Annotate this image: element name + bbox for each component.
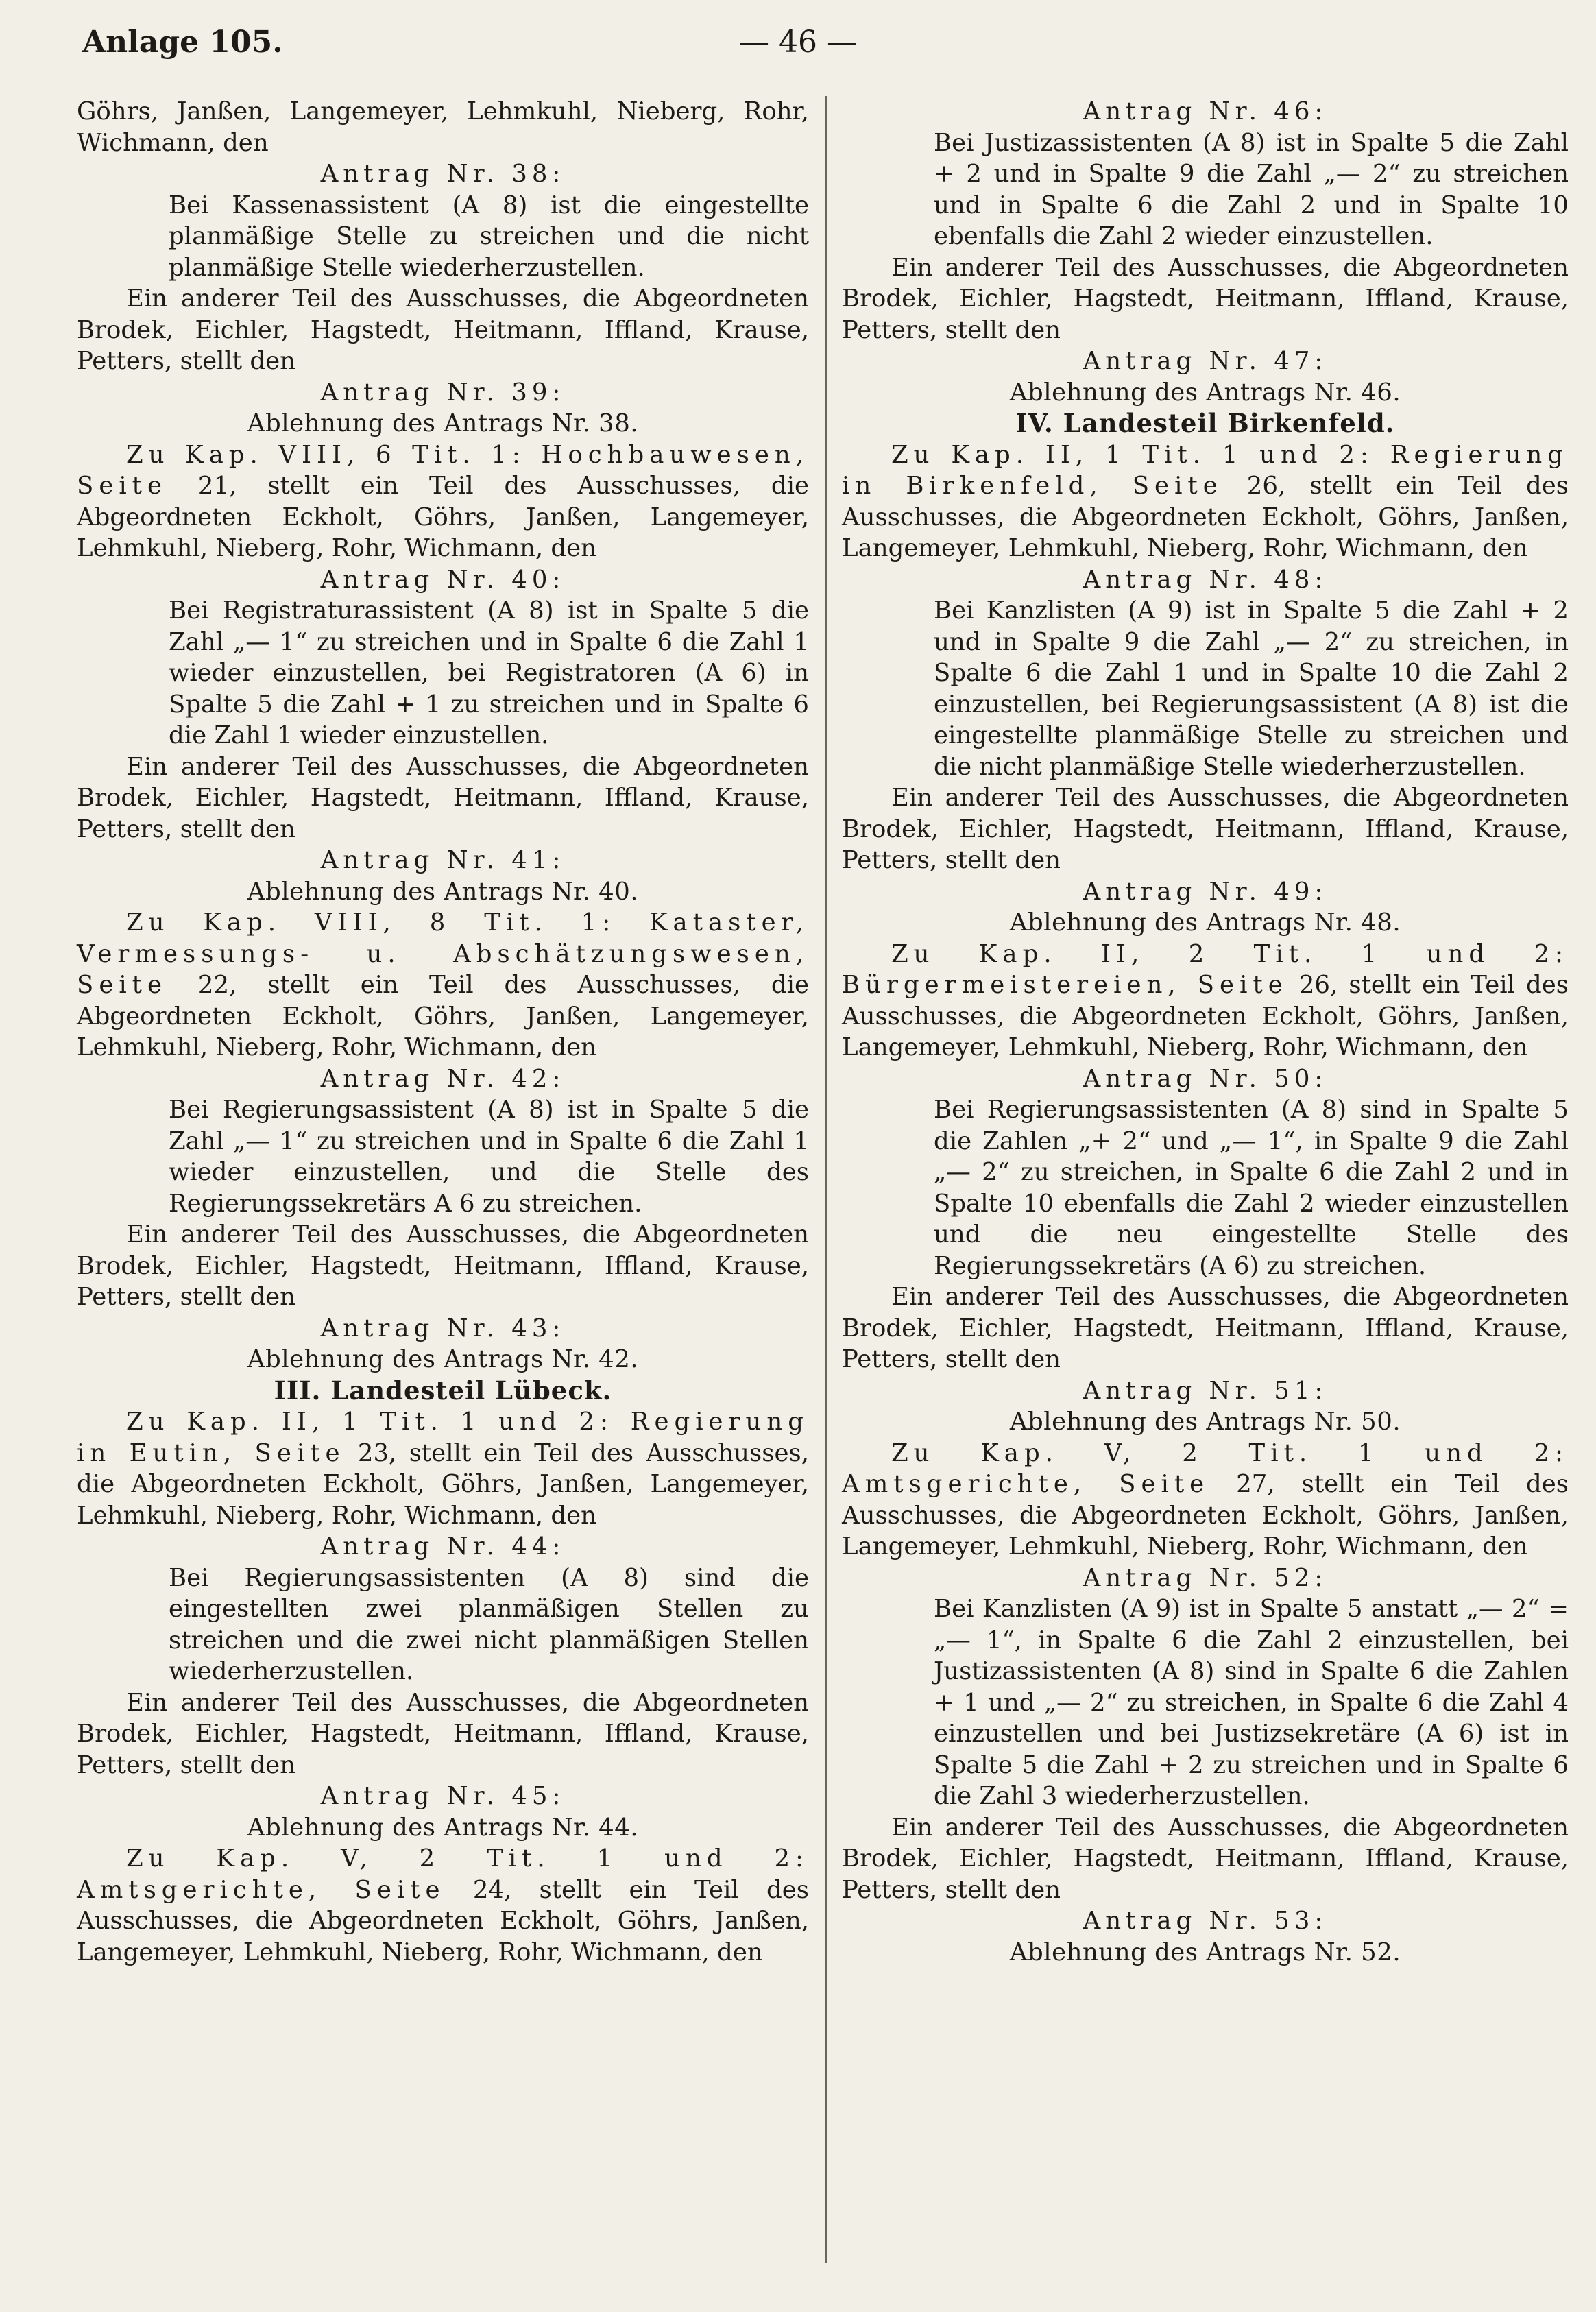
rejection-line: Ablehnung des Antrags Nr. 48. — [1009, 908, 1401, 937]
paragraph-text: 24, stellt ein Teil des Ausschusses, die Abgeordneten Eckholt, Göhrs, Janßen, Langemeyer, Lehmkuhl, Nieberg, Rohr, Wichmann, den — [77, 1875, 809, 1966]
rejection-line: Ablehnung des Antrags Nr. 38. — [247, 409, 639, 437]
continuation-text: Göhrs, Janßen, Langemeyer, Lehmkuhl, Nieberg, Rohr, Wichmann, den — [77, 97, 809, 157]
motion-heading: Antrag Nr. 46: — [1083, 97, 1328, 125]
page-number: — 46 — — [739, 25, 857, 60]
paragraph — [842, 1438, 1569, 1563]
motion-heading: Antrag Nr. 50: — [1083, 1064, 1328, 1093]
paragraph — [842, 939, 1569, 1063]
rejection-line: Ablehnung des Antrags Nr. 46. — [1009, 378, 1401, 407]
paragraph: Ein anderer Teil des Ausschusses, die Abgeordneten Brodek, Eichler, Hagstedt, Heitmann, Iffland, Krause, Petters, stellt den — [842, 1813, 1569, 1904]
motion-text: Bei Kanzlisten (A 9) ist in Spalte 5 anstatt „— 2“ = „— 1“, in Spalte 6 die Zahl 2 einzustellen, bei Justizassistenten (A 8) sind in Spalte 6 die Zahlen + 1 und „— 2“ zu streichen, in Spalte 6 die Zahl 4 einzustellen und bei Justizsekretäre (A 6) ist in Spalte 5 die Zahl + 2 zu streichen und in Spalte 6 die Zahl 3 wiederherzustellen. — [934, 1595, 1569, 1810]
paragraph — [842, 439, 1569, 564]
paragraph: Ein anderer Teil des Ausschusses, die Abgeordneten Brodek, Eichler, Hagstedt, Heitmann, Iffland, Krause, Petters, stellt den — [842, 1283, 1569, 1373]
motion-heading: Antrag Nr. 38: — [320, 160, 566, 188]
spaced-reference: Zu Kap. II, 1 Tit. 1 und 2: Regierung in Eutin, Seite — [77, 1408, 809, 1467]
motion-heading: Antrag Nr. 40: — [320, 565, 566, 594]
motion-heading: Antrag Nr. 52: — [1083, 1563, 1328, 1592]
motion-heading: Antrag Nr. 43: — [320, 1314, 566, 1342]
motion-heading: Antrag Nr. 53: — [1083, 1907, 1328, 1935]
rejection-line: Ablehnung des Antrags Nr. 42. — [247, 1345, 639, 1373]
motion-text: Bei Justizassistenten (A 8) ist in Spalte 5 die Zahl + 2 und in Spalte 9 die Zahl „— 2“ zu streichen und in Spalte 6 die Zahl 2 und in Spalte 10 ebenfalls die Zahl 2 wieder einzustellen. — [934, 128, 1569, 250]
section-heading: IV. Landesteil Birkenfeld. — [1015, 408, 1395, 438]
paragraph — [77, 907, 809, 1063]
motion-heading: Antrag Nr. 39: — [320, 378, 566, 407]
section-heading: III. Landesteil Lübeck. — [274, 1375, 612, 1406]
spaced-reference: Zu Kap. II, 1 Tit. 1 und 2: Regierung in Birkenfeld, Seite — [842, 440, 1569, 500]
paragraph-text: 21, stellt ein Teil des Ausschusses, die Abgeordneten Eckholt, Göhrs, Janßen, Langemeyer, Lehmkuhl, Nieberg, Rohr, Wichmann, den — [77, 472, 809, 562]
motion-heading: Antrag Nr. 42: — [320, 1064, 566, 1093]
rejection-line: Ablehnung des Antrags Nr. 52. — [1009, 1938, 1401, 1966]
motion-text: Bei Kanzlisten (A 9) ist in Spalte 5 die Zahl + 2 und in Spalte 9 die Zahl „— 2“ zu streichen, in Spalte 6 die Zahl 1 und in Spalte 10 die Zahl 2 einzustellen, bei Regierungsassistent (A 8) ist die eingestellte planmäßige Stelle zu streichen und die nicht planmäßige Stelle wiederherzustellen. — [934, 597, 1569, 781]
motion-text: Bei Kassenassistent (A 8) ist die eingestellte planmäßige Stelle zu streichen und die nicht planmäßige Stelle wiederherzustellen. — [169, 191, 809, 282]
annex-label: Anlage 105. — [82, 25, 283, 60]
motion-text: Bei Registraturassistent (A 8) ist in Spalte 5 die Zahl „— 1“ zu streichen und in Spalte 6 die Zahl 1 wieder einzustellen, bei Registratoren (A 6) in Spalte 5 die Zahl + 1 zu streichen und in Spalte 6 die Zahl 1 wieder einzustellen. — [169, 597, 809, 749]
paragraph: Ein anderer Teil des Ausschusses, die Abgeordneten Brodek, Eichler, Hagstedt, Heitmann, Iffland, Krause, Petters, stellt den — [77, 285, 809, 375]
spaced-reference: Zu Kap. V, 2 Tit. 1 und 2: Amtsgerichte, Seite — [842, 1438, 1569, 1498]
paragraph-text: 23, stellt ein Teil des Ausschusses, die Abgeordneten Eckholt, Göhrs, Janßen, Langemeyer, Lehmkuhl, Nieberg, Rohr, Wichmann, den — [77, 1438, 809, 1530]
spaced-reference: Zu Kap. VIII, 8 Tit. 1: Kataster, Vermessungs- u. Abschätzungswesen, Seite — [77, 908, 809, 999]
paragraph: Ein anderer Teil des Ausschusses, die Abgeordneten Brodek, Eichler, Hagstedt, Heitmann, Iffland, Krause, Petters, stellt den — [77, 752, 809, 843]
rejection-line: Ablehnung des Antrags Nr. 44. — [247, 1813, 639, 1842]
motion-heading: Antrag Nr. 41: — [320, 846, 566, 874]
rejection-line: Ablehnung des Antrags Nr. 50. — [1009, 1408, 1401, 1436]
column-divider — [825, 96, 827, 2263]
motion-heading: Antrag Nr. 44: — [320, 1532, 566, 1561]
paragraph: Ein anderer Teil des Ausschusses, die Abgeordneten Brodek, Eichler, Hagstedt, Heitmann, Iffland, Krause, Petters, stellt den — [842, 784, 1569, 874]
left-column — [77, 96, 809, 1968]
spaced-reference: Zu Kap. VIII, 6 Tit. 1: Hochbauwesen, Seite — [77, 440, 809, 500]
paragraph: Ein anderer Teil des Ausschusses, die Abgeordneten Brodek, Eichler, Hagstedt, Heitmann, Iffland, Krause, Petters, stellt den — [842, 253, 1569, 344]
paragraph: Ein anderer Teil des Ausschusses, die Abgeordneten Brodek, Eichler, Hagstedt, Heitmann, Iffland, Krause, Petters, stellt den — [77, 1220, 809, 1311]
spaced-reference: Zu Kap. V, 2 Tit. 1 und 2: Amtsgerichte, Seite — [77, 1844, 809, 1904]
motion-heading: Antrag Nr. 45: — [320, 1782, 566, 1810]
paragraph — [77, 439, 809, 564]
paragraph-text: 26, stellt ein Teil des Ausschusses, die Abgeordneten Eckholt, Göhrs, Janßen, Langemeyer, Lehmkuhl, Nieberg, Rohr, Wichmann, den — [842, 971, 1569, 1061]
motion-text: Bei Regierungsassistenten (A 8) sind in Spalte 5 die Zahlen „+ 2“ und „— 1“, in Spalte 9 die Zahl „— 2“ zu streichen, in Spalte 6 die Zahl 2 und in Spalte 10 ebenfalls die Zahl 2 wieder einzustellen und die neu eingestellte Stelle des Regierungssekretärs (A 6) zu streichen. — [934, 1096, 1569, 1280]
paragraph — [77, 1843, 809, 1968]
spaced-reference: Zu Kap. II, 2 Tit. 1 und 2: Bürgermeistereien, Seite — [842, 939, 1569, 999]
motion-heading: Antrag Nr. 49: — [1083, 877, 1328, 906]
motion-heading: Antrag Nr. 51: — [1083, 1376, 1328, 1405]
paragraph — [77, 1406, 809, 1531]
paragraph-text: 26, stellt ein Teil des Ausschusses, die Abgeordneten Eckholt, Göhrs, Janßen, Langemeyer, Lehmkuhl, Nieberg, Rohr, Wichmann, den — [842, 472, 1569, 562]
motion-heading: Antrag Nr. 48: — [1083, 565, 1328, 594]
paragraph: Ein anderer Teil des Ausschusses, die Abgeordneten Brodek, Eichler, Hagstedt, Heitmann, Iffland, Krause, Petters, stellt den — [77, 1688, 809, 1779]
motion-heading: Antrag Nr. 47: — [1083, 347, 1328, 375]
paragraph-text: 27, stellt ein Teil des Ausschusses, die Abgeordneten Eckholt, Göhrs, Janßen, Langemeyer, Lehmkuhl, Nieberg, Rohr, Wichmann, den — [842, 1470, 1569, 1561]
running-head — [82, 21, 1514, 69]
right-column — [842, 96, 1569, 1968]
motion-text: Bei Regierungsassistenten (A 8) sind die eingestellten zwei planmäßigen Stellen zu streichen und die zwei nicht planmäßigen Stellen wiederherzustellen. — [169, 1563, 809, 1685]
paragraph-text: 22, stellt ein Teil des Ausschusses, die Abgeordneten Eckholt, Göhrs, Janßen, Langemeyer, Lehmkuhl, Nieberg, Rohr, Wichmann, den — [77, 971, 809, 1061]
rejection-line: Ablehnung des Antrags Nr. 40. — [247, 877, 639, 906]
motion-text: Bei Regierungsassistent (A 8) ist in Spalte 5 die Zahl „— 1“ zu streichen und in Spalte 6 die Zahl 1 wieder einzustellen, und die Stelle des Regierungssekretärs A 6 zu streichen. — [169, 1096, 809, 1218]
